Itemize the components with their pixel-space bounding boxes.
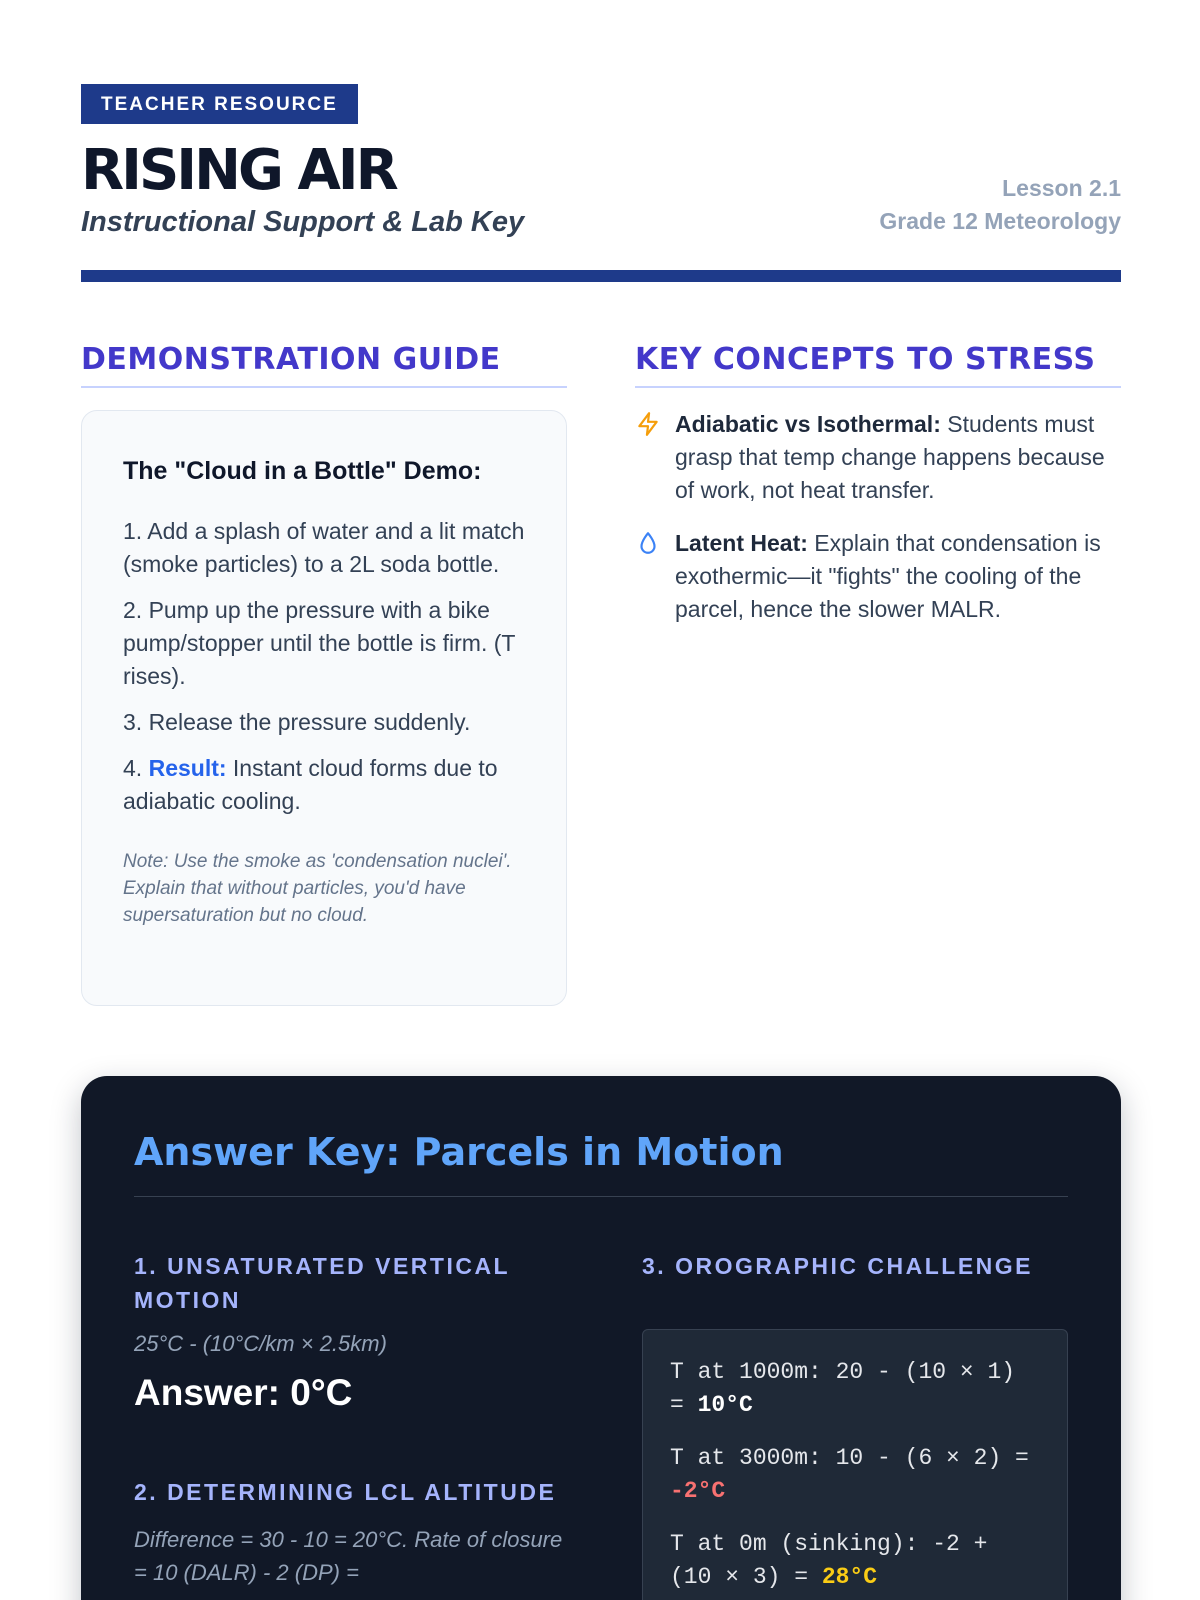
course-name: Grade 12 Meteorology — [879, 208, 1121, 234]
concept-description: Students must grasp that temp change happens because of work, not heat transfer. — [675, 411, 1105, 503]
content-columns — [81, 342, 1121, 1006]
calculation-result: 28°C — [821, 1564, 878, 1590]
demo-card — [81, 410, 567, 1006]
demonstration-title: DEMONSTRATION GUIDE — [81, 342, 567, 388]
calculation-result: 10°C — [697, 1392, 753, 1418]
concept-term: Adiabatic vs Isothermal: — [675, 411, 941, 437]
demo-step-result — [123, 752, 526, 818]
calculation-line — [670, 1528, 1040, 1594]
concept-list — [635, 408, 1121, 626]
page-subtitle: Instructional Support & Lab Key — [81, 206, 525, 238]
calculation-expression: T at 1000m: 20 - (10 × 1) = — [670, 1359, 1016, 1418]
concepts-section — [635, 342, 1121, 1006]
demo-note: Note: Use the smoke as 'condensation nuclei'. Explain that without particles, you'd have supersaturation but no cloud. — [123, 851, 512, 926]
question-2-formula: Difference = 30 - 10 = 20°C. Rate of closure = 10 (DALR) - 2 (DP) = — [134, 1527, 563, 1585]
calculation-line — [670, 1442, 1040, 1508]
water-drop-icon — [635, 527, 675, 626]
answer-key-panel — [81, 1076, 1121, 1600]
header-divider — [81, 270, 1121, 282]
question-1-formula: 25°C - (10°C/km × 2.5km) — [134, 1331, 387, 1356]
calculation-result: -2°C — [670, 1478, 726, 1504]
question-2-label: 2. DETERMINING LCL ALTITUDE — [134, 1479, 557, 1505]
worksheet-page — [81, 84, 1121, 1006]
answer-columns — [134, 1249, 1068, 1600]
concept-term: Latent Heat: — [675, 530, 808, 556]
answer-key-title: Answer Key: Parcels in Motion — [134, 1128, 1068, 1197]
answer-right-column — [642, 1249, 1068, 1600]
calculation-expression: T at 3000m: 10 - (6 × 2) = — [670, 1445, 1029, 1471]
concept-item — [635, 527, 1121, 626]
concept-description: Explain that condensation is exothermic—it "fights" the cooling of the parcel, hence the slower MALR. — [675, 530, 1101, 622]
calculation-box — [642, 1329, 1068, 1600]
result-highlight: Result: — [148, 755, 227, 781]
teacher-resource-badge: TEACHER RESOURCE — [81, 84, 358, 124]
question-1-label: 1. UNSATURATED VERTICAL MOTION — [134, 1253, 510, 1313]
result-text: Instant cloud forms due to adiabatic cooling. — [123, 755, 498, 814]
calculation-line — [670, 1356, 1040, 1422]
demo-step: 3. Release the pressure suddenly. — [123, 709, 471, 735]
question-3-label: 3. OROGRAPHIC CHALLENGE — [642, 1253, 1034, 1279]
demo-step: 2. Pump up the pressure with a bike pump/stopper until the bottle is firm. (T rises). — [123, 597, 516, 689]
demo-step: 1. Add a splash of water and a lit match (smoke particles) to a 2L soda bottle. — [123, 518, 525, 577]
answer-left-column — [134, 1249, 564, 1600]
concepts-title: KEY CONCEPTS TO STRESS — [635, 342, 1121, 388]
concept-text — [675, 408, 1121, 507]
title-block — [81, 140, 524, 240]
demonstration-section — [81, 342, 567, 1006]
concept-item — [635, 408, 1121, 507]
concept-text — [675, 527, 1121, 626]
demo-heading: The "Cloud in a Bottle" Demo: — [123, 457, 482, 485]
lesson-meta — [879, 172, 1121, 240]
step-number: 4. — [123, 755, 149, 781]
page-title: RISING AIR — [81, 138, 396, 203]
page-header — [81, 140, 1121, 240]
calculation-expression: T at 0m (sinking): -2 + (10 × 3) = — [670, 1531, 988, 1590]
demo-steps — [123, 515, 526, 818]
lightning-icon — [635, 408, 675, 507]
lesson-number: Lesson 2.1 — [1002, 175, 1121, 201]
question-1-answer: Answer: 0°C — [134, 1372, 353, 1413]
